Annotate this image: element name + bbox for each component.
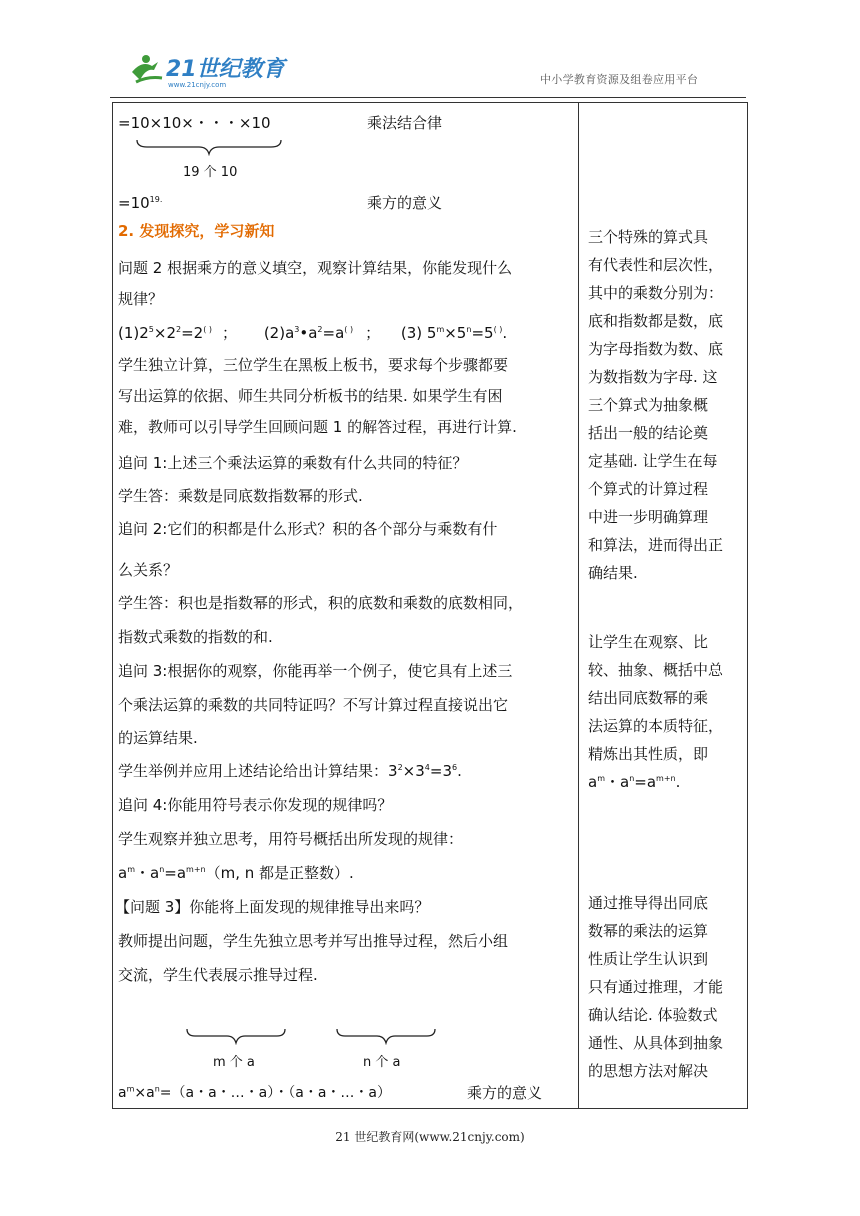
- followup-4: 追问 4:你能用符号表示你发现的规律吗？: [118, 796, 393, 814]
- answer-1: 学生答：乘数是同底数指数幂的形式.: [118, 487, 363, 505]
- reason-line-1: 乘法结合律: [367, 114, 443, 132]
- q2-line-2: 规律？: [118, 290, 164, 308]
- p1-line-2: 写出运算的依据、师生共同分析板书的结果. 如果学生有困: [118, 387, 503, 405]
- followup-3-line-3: 的运算结果.: [118, 729, 198, 747]
- page-header: [0, 0, 860, 100]
- followup-1: 追问 1:上述三个乘法运算的乘数有什么共同的特征？: [118, 454, 468, 472]
- equation-row: [118, 323, 507, 343]
- header-rule: [110, 97, 746, 98]
- eq-2: $(2)a^3•a^2=a^{( )}$ ；: [263, 324, 381, 342]
- brace-m-label: m 个 a: [213, 1055, 255, 1070]
- observe-line: 学生观察并独立思考，用符号概括出所发现的规律：: [118, 830, 464, 848]
- eq-1: $(1)2^5\times 2^2=2^{( )}$ ；: [118, 324, 238, 342]
- logo-mark: [128, 50, 288, 90]
- section-heading: 2. 发现探究，学习新知: [118, 222, 275, 240]
- p1-line-3: 难，教师可以引导学生回顾问题 1 的解答过程，再进行计算.: [118, 418, 517, 436]
- answer-2-line-1: 学生答：积也是指数幂的形式，积的底数和乘数的底数相同，: [118, 594, 524, 612]
- page-footer: 21 世纪教育网(www.21cnjy.com): [335, 1130, 525, 1144]
- followup-2-line-1: 追问 2:它们的积都是什么形式？积的各个部分与乘数有什: [118, 520, 498, 538]
- p1-line-1: 学生独立计算，三位学生在黑板上板书，要求每个步骤都要: [118, 356, 509, 374]
- note-block-1: 三个特殊的算式具 有代表性和层次性， 其中的乘数分别为： 底和指数都是数，底 为字母指数为数、底 为数指数为字母. 这 三个算式为抽象概 括出一般的结论奠 定基础. 让学生在每 个算式的计算过程 中进一步明确算理 和算法，进而得出正 确结果.: [588, 228, 724, 582]
- brace-19-label: 19 个 10: [183, 165, 238, 180]
- note-block-2-formula: $a^m$・$a^n=a^{m+n}$.: [588, 773, 681, 791]
- brace-19: [135, 138, 283, 156]
- logo-21cnjy: [128, 50, 288, 90]
- expr-1: =10×10×・・・×10: [118, 114, 271, 132]
- q2-line-1: 问题 2 根据乘方的意义填空，观察计算结果，你能发现什么: [118, 259, 513, 277]
- p2-line-1: 教师提出问题，学生先独立思考并写出推导过程，然后小组: [118, 932, 509, 950]
- followup-3-line-1: 追问 3:根据你的观察，你能再举一个例子，使它具有上述三: [118, 662, 513, 680]
- eq-3: (3) $5^m\times 5^n=5^{( )}$.: [400, 324, 508, 342]
- brace-n-label: n 个 a: [363, 1055, 401, 1070]
- example-line: 学生举例并应用上述结论给出计算结果：$3^2\times 3^4=3^6$.: [118, 762, 462, 780]
- platform-name: 中小学教育资源及组卷应用平台: [540, 73, 699, 86]
- brace-m: [185, 1027, 287, 1045]
- lesson-table: [112, 102, 748, 1109]
- expr-line-2: $=10^{19.}$: [118, 194, 163, 212]
- answer-2-line-2: 指数式乘数的指数的和.: [118, 628, 273, 646]
- question-3: 【问题 3】你能将上面发现的规律推导出来吗？: [115, 898, 430, 916]
- reason-line-2: 乘方的意义: [367, 194, 443, 212]
- note-block-2: 让学生在观察、比 较、抽象、概括中总 结出同底数幂的乘 法运算的本质特征， 精炼出其性质，即 $a^m$・$a^n=a^{m+n}$.: [588, 628, 746, 796]
- expr-line-1: [118, 113, 271, 133]
- followup-2-line-2: 么关系？: [118, 561, 179, 579]
- derivation-line: $a^m\times a^n=(a$・a・…・a）・（a・a・…・a）: [118, 1084, 391, 1101]
- followup-3-line-2: 个乘法运算的乘数的共同特证吗？不写计算过程直接说出它: [118, 696, 509, 714]
- p2-line-2: 交流，学生代表展示推导过程.: [118, 966, 318, 984]
- svg-text:21世纪教育: 21世纪教育: [166, 57, 285, 82]
- rule-formula: $a^m$・$a^n=a^{m+n}(m$, n 都是正整数）.: [118, 864, 354, 882]
- svg-text:www.21cnjy.com: www.21cnjy.com: [168, 81, 227, 89]
- column-divider: [578, 103, 579, 1108]
- note-block-3: 通过推导得出同底 数幂的乘法的运算 性质让学生认识到 只有通过推理，才能 确认结论. 体验数式 通性、从具体到抽象 的思想方法对解决: [588, 894, 724, 1080]
- derivation-reason: 乘方的意义: [467, 1084, 543, 1102]
- brace-n: [335, 1027, 437, 1045]
